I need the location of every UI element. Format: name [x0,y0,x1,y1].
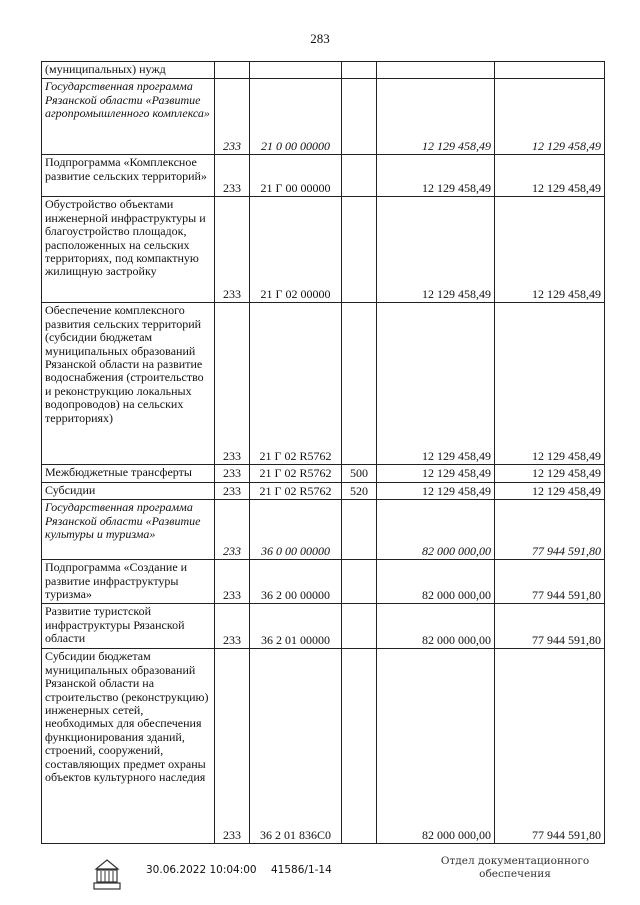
row-gr-code: 233 [215,604,250,649]
row-name: Подпрограмма «Комплексное развитие сельских территорий» [42,155,215,197]
table-row [42,62,605,79]
table-row [42,197,605,303]
row-amount-2: 77 944 591,80 [495,500,605,560]
row-cs-code: 36 0 00 00000 [250,500,342,560]
table-row [42,482,605,499]
department-stamp: Отдел документационного обеспечения [440,855,590,880]
table-row [42,155,605,197]
row-gr-code: 233 [215,482,250,499]
table-row [42,500,605,560]
row-amount-2: 12 129 458,49 [495,482,605,499]
row-vr-code [342,604,377,649]
row-cs-code: 21 Г 02 R5762 [250,303,342,465]
row-cs-code: 36 2 01 836С0 [250,649,342,844]
row-amount-2: 12 129 458,49 [495,197,605,303]
page-number: 283 [310,31,330,46]
row-amount-2: 12 129 458,49 [495,79,605,155]
row-vr-code [342,303,377,465]
row-name: Субсидии бюджетам муниципальных образований Рязанской области на строительство (реконструкцию) инженерных сетей, необходимых для обеспечения функционирования зданий, строений, сооружений, составляющих предмет охраны объектов культурного наследия [42,649,215,844]
row-cs-code [250,62,342,79]
row-gr-code: 233 [215,155,250,197]
row-amount-1: 12 129 458,49 [377,155,495,197]
row-name: Обеспечение комплексного развития сельских территорий (субсидии бюджетам муниципальных образований Рязанской области на развитие водоснабжения (строительство и реконструкцию локальных водопроводов) на сельских территориях) [42,303,215,465]
row-amount-2 [495,62,605,79]
row-vr-code [342,560,377,604]
row-cs-code: 21 Г 02 R5762 [250,465,342,482]
row-amount-2: 77 944 591,80 [495,649,605,844]
row-cs-code: 21 Г 02 R5762 [250,482,342,499]
row-gr-code: 233 [215,500,250,560]
row-amount-1 [377,62,495,79]
row-vr-code [342,62,377,79]
row-amount-1: 82 000 000,00 [377,649,495,844]
table-row [42,604,605,649]
row-name: Обустройство объектами инженерной инфраструктуры и благоустройство площадок, расположенных на сельских территориях, под компактную жилищную застройку [42,197,215,303]
row-vr-code: 500 [342,465,377,482]
table-row [42,79,605,155]
row-name: Подпрограмма «Создание и развитие инфраструктуры туризма» [42,560,215,604]
budget-table [41,61,605,844]
row-cs-code: 21 0 00 00000 [250,79,342,155]
row-amount-1: 82 000 000,00 [377,560,495,604]
row-amount-1: 12 129 458,49 [377,303,495,465]
table-row [42,465,605,482]
row-cs-code: 36 2 00 00000 [250,560,342,604]
row-amount-2: 77 944 591,80 [495,604,605,649]
stamp-doc-number: 41586/1-14 [271,864,332,876]
row-cs-code: 21 Г 00 00000 [250,155,342,197]
row-gr-code: 233 [215,649,250,844]
row-amount-1: 12 129 458,49 [377,465,495,482]
row-name: Субсидии [42,482,215,499]
table-row [42,649,605,844]
row-amount-2: 12 129 458,49 [495,155,605,197]
row-name: (муниципальных) нужд [42,62,215,79]
row-amount-1: 82 000 000,00 [377,500,495,560]
row-gr-code: 233 [215,465,250,482]
row-amount-2: 77 944 591,80 [495,560,605,604]
row-amount-1: 12 129 458,49 [377,482,495,499]
row-amount-2: 12 129 458,49 [495,465,605,482]
row-gr-code: 233 [215,197,250,303]
row-amount-2: 12 129 458,49 [495,303,605,465]
stamp-date: 30.06.2022 10:04:00 [146,864,257,876]
row-vr-code: 520 [342,482,377,499]
row-gr-code: 233 [215,303,250,465]
row-name: Межбюджетные трансферты [42,465,215,482]
row-gr-code: 233 [215,79,250,155]
row-name: Государственная программа Рязанской области «Развитие агропромышленного комплекса» [42,79,215,155]
row-amount-1: 12 129 458,49 [377,79,495,155]
row-vr-code [342,79,377,155]
row-vr-code [342,155,377,197]
row-gr-code [215,62,250,79]
row-gr-code: 233 [215,560,250,604]
footer [0,855,640,895]
row-name: Развитие туристской инфраструктуры Рязанской области [42,604,215,649]
duma-emblem-icon [92,857,122,891]
table-row [42,560,605,604]
row-cs-code: 36 2 01 00000 [250,604,342,649]
row-name: Государственная программа Рязанской области «Развитие культуры и туризма» [42,500,215,560]
row-vr-code [342,197,377,303]
row-vr-code [342,500,377,560]
budget-table-body [42,62,605,844]
row-vr-code [342,649,377,844]
table-row [42,303,605,465]
row-amount-1: 82 000 000,00 [377,604,495,649]
row-cs-code: 21 Г 02 00000 [250,197,342,303]
row-amount-1: 12 129 458,49 [377,197,495,303]
